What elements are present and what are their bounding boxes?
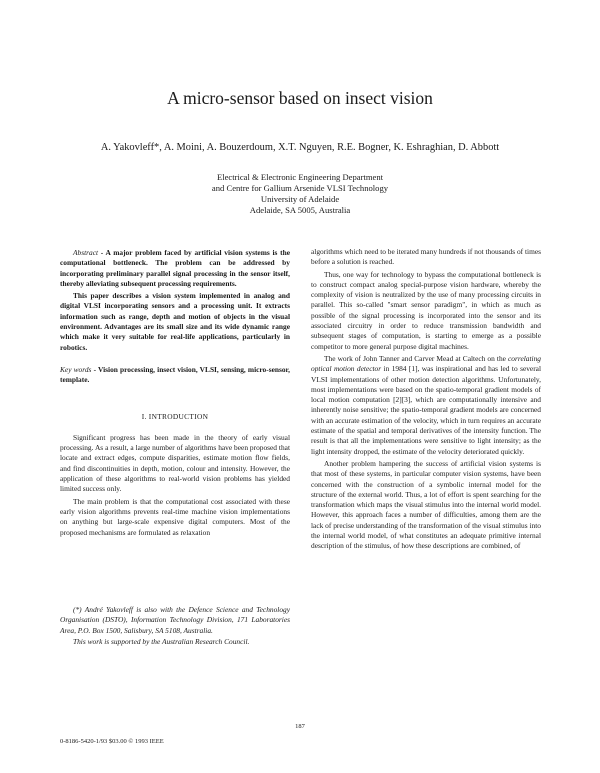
affiliation-line: and Centre for Gallium Arsenide VLSI Technology — [211, 183, 389, 193]
footnote-paragraph: This work is supported by the Australian Research Council. — [73, 636, 250, 646]
affiliation-line: University of Adelaide — [260, 194, 340, 204]
body-paragraph: Another problem hampering the success of artificial vision systems is that most of these systems, in particular computer vision systems, have been concerned with the construction of a symbolic internal model for the structure of the external world. Thus, a lot of effort is spent searching for the transformation which maps the visual stimulus into the internal world model. However, this approach faces a number of difficulties, among them are the lack of precise understanding of the transformation of the visual stimulus into the internal world model, of what constitutes an adequate primitive internal description of the stimulus, of how these descriptions are combined, of — [311, 458, 541, 551]
affiliation-line: Adelaide, SA 5005, Australia — [249, 205, 351, 215]
body-paragraph: The main problem is that the computational cost associated with these early vision algorithms prevents real-time machine vision implementations on anything but large-scale expensive digital computers. Most of the proposed mechanisms are formulated as relaxation — [60, 496, 290, 537]
keywords — [60, 365, 290, 386]
left-column — [60, 248, 290, 540]
right-column — [311, 247, 541, 554]
abstract-paragraph-2: This paper describes a vision system implemented in analog and digital VLSI incorporating sensors and a processing unit. It extracts information such as range, depth and motion of objects in the visual environment. Advantages are its small size and its wide dynamic range which make it very suitable for real-life applications, particularly in robotics. — [60, 291, 290, 352]
page-number: 187 — [295, 723, 305, 730]
body-text: in 1984 [1], was inspirational and has led to several VLSI implementations of other motion detection algorithms. Unfortunately, most implementations were based on the spatio-temporal gradient models of local motion computation [2][3], which are computationally intensive and inherently noise sensitive; the spatio-temporal gradient models are concerned with an accurate estimation of the velocity, which in turn requires an accurate estimate of the spatial and temporal derivatives of the intensity function. The result is that all the implementations were sensitive to light intensity; as the light intensity dropped, the estimate of the velocity deteriorated quickly. — [311, 364, 542, 456]
emphasis-text: correlating optical motion detector — [311, 353, 541, 374]
affiliation-line: Electrical & Electronic Engineering Department — [216, 172, 384, 182]
body-paragraph: Thus, one way for technology to bypass the computational bottleneck is to construct compact analog special-purpose vision hardware, whereby the complexity of vision is neutralized by the use of many processing circuits in parallel. This so-called "smart sensor paradigm", in which as much as possible of the signal processing is incorporated into the sensor and its associated circuitry in order to reduce transmission bandwidth and subsequent stages of computation, is starting to emerge as a possible competitor to more general purpose digital machines. — [311, 269, 541, 351]
body-paragraph: Significant progress has been made in the theory of early visual processing. As a result, a large number of algorithms have been proposed that locate and extract edges, compute disparities, estimate motion flow fields, and find discontinuities in depth, motion, colour and intensity. However, the application of these algorithms to real-world vision problems has yielded limited success only. — [60, 432, 290, 494]
footnote-paragraph: (*) André Yakovleff is also with the Defence Science and Technology Organisation (DSTO), Information Technology Division, 171 Laboratories Area, P.O. Box 1500, Salisbury, SA 5108, Australia. — [60, 605, 290, 635]
abstract-label: Abstract — [73, 248, 99, 257]
abstract-paragraph — [60, 248, 290, 289]
body-text: The work of John Tanner and Carver Mead at Caltech on the — [324, 353, 509, 363]
paper-title: A micro-sensor based on insect vision — [167, 88, 433, 108]
keywords-text: - Vision processing, insect vision, VLSI, sensing, micro-sensor, template. — [60, 364, 290, 385]
body-paragraph: algorithms which need to be iterated many hundreds if not thousands of times before a solution is reached. — [311, 247, 541, 267]
keywords-label: Key words — [60, 364, 92, 374]
footnote — [60, 605, 290, 648]
affiliation — [0, 172, 600, 216]
section-heading-introduction: I. INTRODUCTION — [141, 411, 209, 421]
author-list: A. Yakovleff*, A. Moini, A. Bouzerdoum, X.T. Nguyen, R.E. Bogner, K. Eshraghian, D. Abbott — [100, 142, 500, 153]
abstract-text: - A major problem faced by artificial vision systems is the computational bottleneck. The problem can be addressed by incorporating preliminary parallel signal processing in the sensor itself, thereby alleviating subsequent processing requirements. — [60, 248, 290, 288]
copyright-notice: 0-8186-5420-1/93 $03.00 © 1993 IEEE — [60, 738, 164, 745]
body-paragraph — [311, 354, 541, 457]
